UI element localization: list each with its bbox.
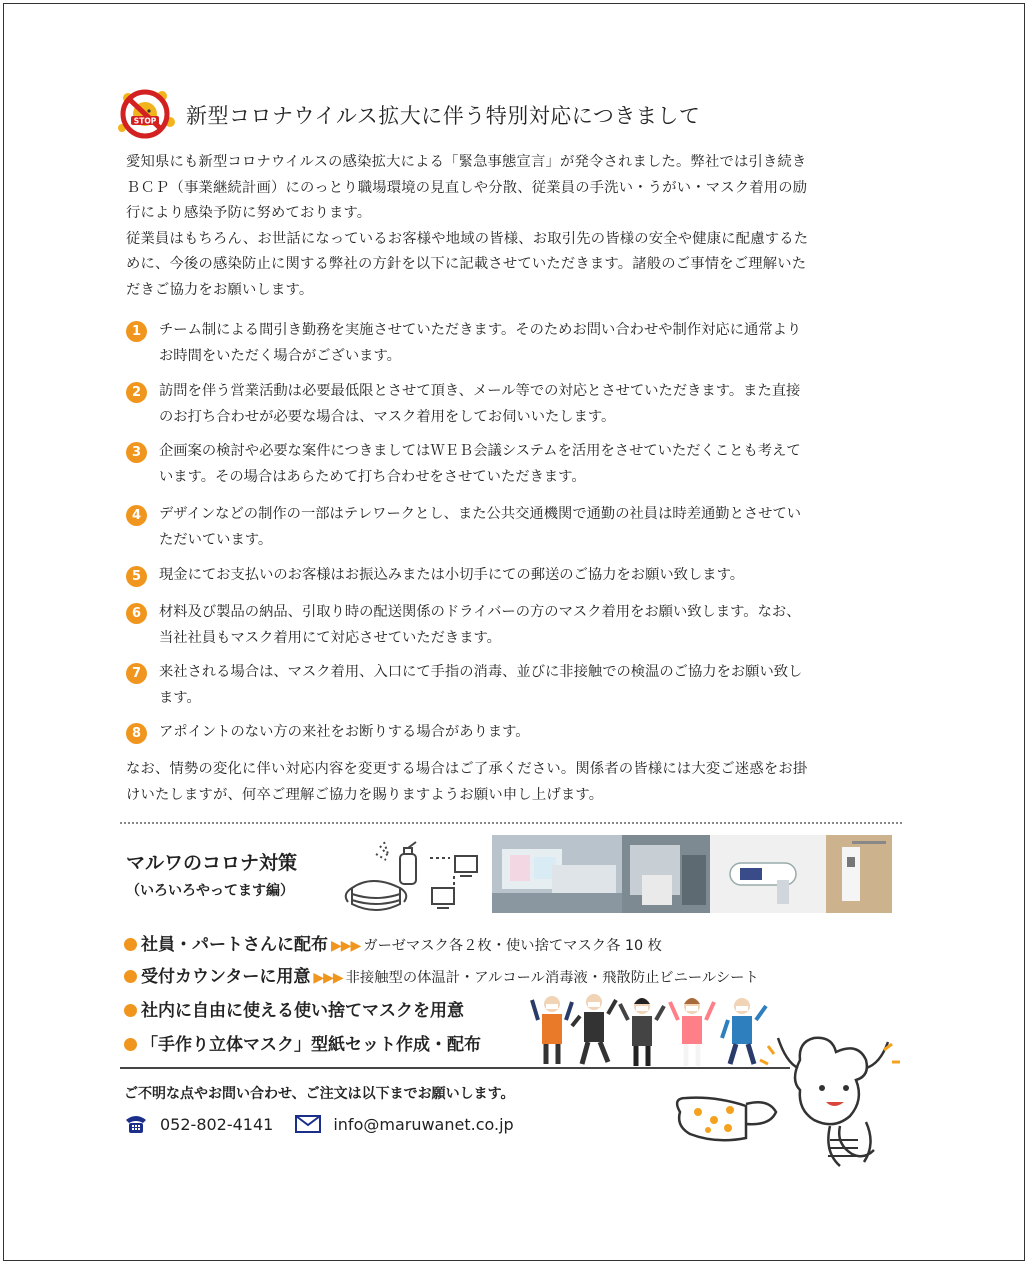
section-subtitle: （いろいろやってます編） <box>126 883 294 899</box>
item-number-badge: 4 <box>126 505 147 526</box>
contact-heading: ご不明な点やお問い合わせ、ご注文は以下までお願いします。 <box>124 1086 515 1102</box>
item-number-badge: 2 <box>126 382 147 403</box>
mail-icon <box>295 1115 321 1133</box>
section-title: マルワのコロナ対策 <box>126 852 298 874</box>
bullet-dot <box>124 938 137 951</box>
intro-line: 従業員はもちろん、お世話になっているお客様や地域の皆様、お取引先の皆様の安全や健康に配慮するた <box>126 230 809 247</box>
page-title: 新型コロナウイルス拡大に伴う特別対応につきまして <box>186 104 701 128</box>
bullet-dot <box>124 1004 137 1017</box>
arrows-icon: ▶▶▶ <box>331 938 361 954</box>
bullet-dot <box>124 970 137 983</box>
email-address[interactable]: info@maruwanet.co.jp <box>333 1114 514 1134</box>
item-number-badge: 7 <box>126 663 147 684</box>
closing-line: けいたしますが、何卒ご理解ご協力を賜りますようお願い申し上げます。 <box>126 786 604 803</box>
contact-info <box>124 1113 514 1135</box>
arrows-icon: ▶▶▶ <box>313 970 343 986</box>
section-divider <box>120 822 902 824</box>
phone-icon <box>124 1113 148 1135</box>
item-number-badge: 1 <box>126 321 147 342</box>
measure-item: 社員・パートさんに配布 ▶▶▶ ガーゼマスク各２枚・使い捨てマスク各 10 枚 <box>124 930 662 955</box>
intro-line: 愛知県にも新型コロナウイルスの感染拡大による「緊急事態宣言」が発令されました。弊社では引き続き <box>126 154 807 170</box>
girl-mask-illustration <box>670 1030 920 1170</box>
measure-item: 受付カウンターに用意 ▶▶▶ 非接触型の体温計・アルコール消毒液・飛散防止ビニールシート <box>124 962 759 987</box>
intro-line: めに、今後の感染防止に関する弊社の方針を以下に記載させていただきます。諸般のご事情をご理解いた <box>126 256 807 272</box>
mask-sanitizer-illustration <box>340 836 485 916</box>
measure-item: 社内に自由に使える使い捨てマスクを用意 <box>124 996 464 1021</box>
stop-badge-text: STOP <box>133 116 157 126</box>
office-photos <box>492 835 892 913</box>
phone-number[interactable]: 052-802-4141 <box>160 1114 274 1134</box>
intro-line: ＢＣＰ（事業継続計画）にのっとり職場環境の見直しや分散、従業員の手洗い・うがい・マスク着用の励 <box>126 179 808 196</box>
intro-line: 行により感染予防に努めております。 <box>126 205 372 221</box>
closing-paragraph <box>126 757 908 808</box>
item-number-badge: 5 <box>126 566 147 587</box>
stop-virus-icon <box>114 86 176 142</box>
item-number-badge: 6 <box>126 603 147 624</box>
item-number-badge: 3 <box>126 442 147 463</box>
bullet-dot <box>124 1038 137 1051</box>
item-number-badge: 8 <box>126 723 147 744</box>
intro-paragraph <box>126 150 908 303</box>
intro-line: だきご協力をお願いします。 <box>126 281 314 298</box>
closing-line: なお、情勢の変化に伴い対応内容を変更する場合はご了承ください。関係者の皆様には大変ご迷惑をお掛 <box>126 761 808 777</box>
measure-item: 「手作り立体マスク」型紙セット作成・配布 <box>124 1030 481 1055</box>
